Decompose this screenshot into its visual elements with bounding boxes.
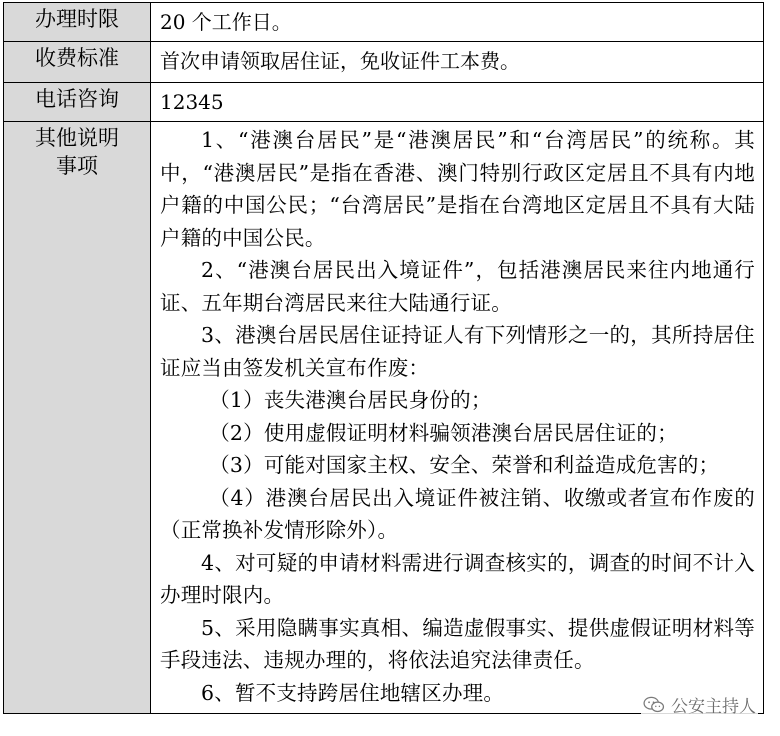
notes-label-line2: 事项 [56,154,98,178]
note-item-1: （1）丧失港澳台居民身份的； [209,388,492,412]
note-paragraph-1: 1、“港澳台居民”是“港澳居民”和“台湾居民”的统称。其中，“港澳居民”是指在香港、澳门特别行政区定居且不具有内地户籍的中国公民；“台湾居民”是指在台湾地区定居且不具有大陆户籍的中国公民。 [160,128,755,250]
notes-row [4,122,764,714]
wechat-icon [643,696,665,714]
note-paragraph-6: 6、暂不支持跨居住地辖区办理。 [201,680,505,705]
fee-label: 收费标准 [4,42,151,83]
phone-label: 电话咨询 [4,83,151,122]
fee-value: 首次申请领取居住证，免收证件工本费。 [151,42,764,83]
notes-label [4,122,151,714]
note-item-3: （3）可能对国家主权、安全、荣誉和利益造成危害的； [209,453,720,477]
watermark-text: 公安主持人 [671,697,756,717]
service-info-table [3,2,764,714]
note-item-2: （2）使用虚假证明材料骗领港澳台居民居住证的； [209,420,678,445]
phone-row [4,83,764,122]
time-limit-label: 办理时限 [4,3,151,42]
time-limit-row [4,3,764,42]
note-paragraph-3: 3、港澳台居民居住证持证人有下列情形之一的，其所持居住证应当由签发机关宣布作废： [160,323,755,380]
time-limit-value: 20 个工作日。 [151,3,764,42]
note-item-4: （4）港澳台居民出入境证件被注销、收缴或者宣布作废的（正常换补发情形除外）。 [160,485,755,542]
note-paragraph-4: 4、对可疑的申请材料需进行调查核实的，调查的时间不计入办理时限内。 [160,550,755,607]
note-paragraph-2: 2、“港澳台居民出入境证件”，包括港澳居民来往内地通行证、五年期台湾居民来往大陆通行证。 [160,258,755,315]
note-paragraph-5: 5、采用隐瞒事实真相、编造虚假事实、提供虚假证明材料等手段违法、违规办理的，将依法追究法律责任。 [160,615,755,672]
notes-content [151,122,764,714]
watermark [641,692,758,717]
fee-row [4,42,764,83]
phone-value: 12345 [151,83,764,122]
notes-label-line1: 其他说明 [35,126,119,150]
